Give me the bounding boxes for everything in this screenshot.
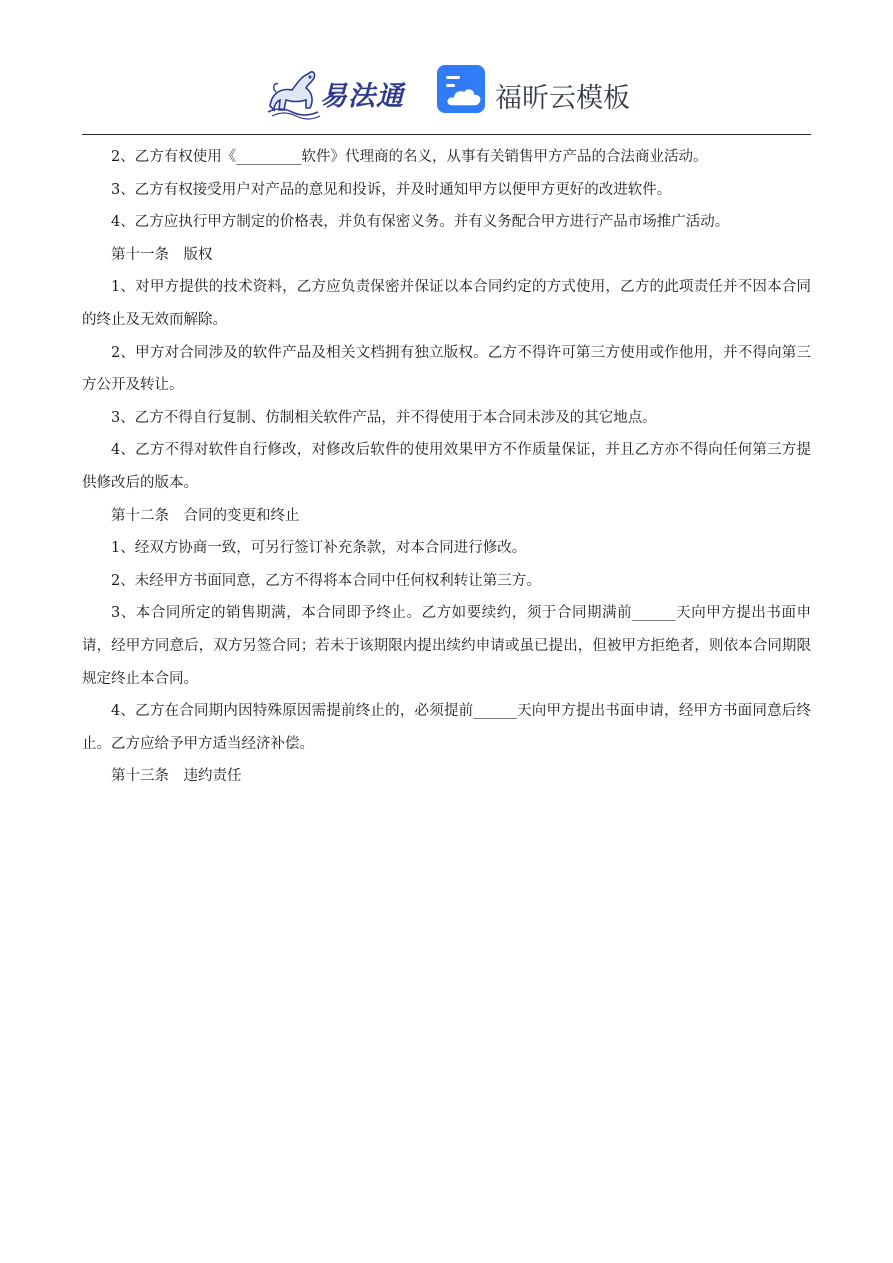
clause-paragraph: 4、乙方不得对软件自行修改，对修改后软件的使用效果甲方不作质量保证，并且乙方亦不得向任何第三方提供修改后的版本。 — [82, 442, 811, 491]
clause-paragraph: 2、未经甲方书面同意，乙方不得将本合同中任何权利转让第三方。 — [111, 572, 541, 589]
article-heading: 第十一条 版权 — [111, 246, 213, 263]
clause-paragraph: 1、对甲方提供的技术资料，乙方应负责保密并保证以本合同约定的方式使用，乙方的此项责任并不因本合同的终止及无效而解除。 — [82, 279, 811, 328]
article-heading: 第十三条 违约责任 — [111, 768, 242, 785]
header-divider — [82, 134, 811, 135]
qilin-mascot-icon — [262, 62, 322, 120]
article-heading: 第十二条 合同的变更和终止 — [111, 507, 300, 524]
clause-paragraph: 3、乙方不得自行复制、仿制相关软件产品，并不得使用于本合同未涉及的其它地点。 — [111, 409, 657, 426]
yifatong-brand-text: 易法通 — [320, 81, 404, 112]
clause-paragraph: 2、乙方有权使用《_________软件》代理商的名义，从事有关销售甲方产品的合法商业活动。 — [111, 149, 708, 165]
yifatong-logo — [262, 62, 412, 120]
fuxin-logo — [436, 64, 636, 118]
page-header — [0, 58, 893, 124]
clause-paragraph: 3、乙方有权接受用户对产品的意见和投诉，并及时通知甲方以便甲方更好的改进软件。 — [111, 181, 672, 198]
fuxin-brand-text: 福昕云模板 — [495, 83, 630, 114]
clause-paragraph: 2、甲方对合同涉及的软件产品及相关文档拥有独立版权。乙方不得许可第三方使用或作他用，并不得向第三方公开及转让。 — [82, 344, 811, 394]
contract-body — [82, 141, 811, 793]
clause-paragraph: 4、乙方在合同期内因特殊原因需提前终止的，必须提前______天向甲方提出书面申请，经甲方书面同意后终止。乙方应给予甲方适当经济补偿。 — [82, 703, 811, 752]
clause-paragraph: 3、本合同所定的销售期满，本合同即予终止。乙方如要续约，须于合同期满前______天向甲方提出书面申请，经甲方同意后，双方另签合同；若未于该期限内提出续约申请或虽已提出，但被甲方拒绝者，则依本合同期限规定终止本合同。 — [82, 605, 811, 687]
cloud-document-icon — [436, 64, 488, 116]
clause-paragraph: 1、经双方协商一致，可另行签订补充条款，对本合同进行修改。 — [111, 540, 527, 557]
clause-paragraph: 4、乙方应执行甲方制定的价格表，并负有保密义务。并有义务配合甲方进行产品市场推广活动。 — [111, 214, 730, 231]
